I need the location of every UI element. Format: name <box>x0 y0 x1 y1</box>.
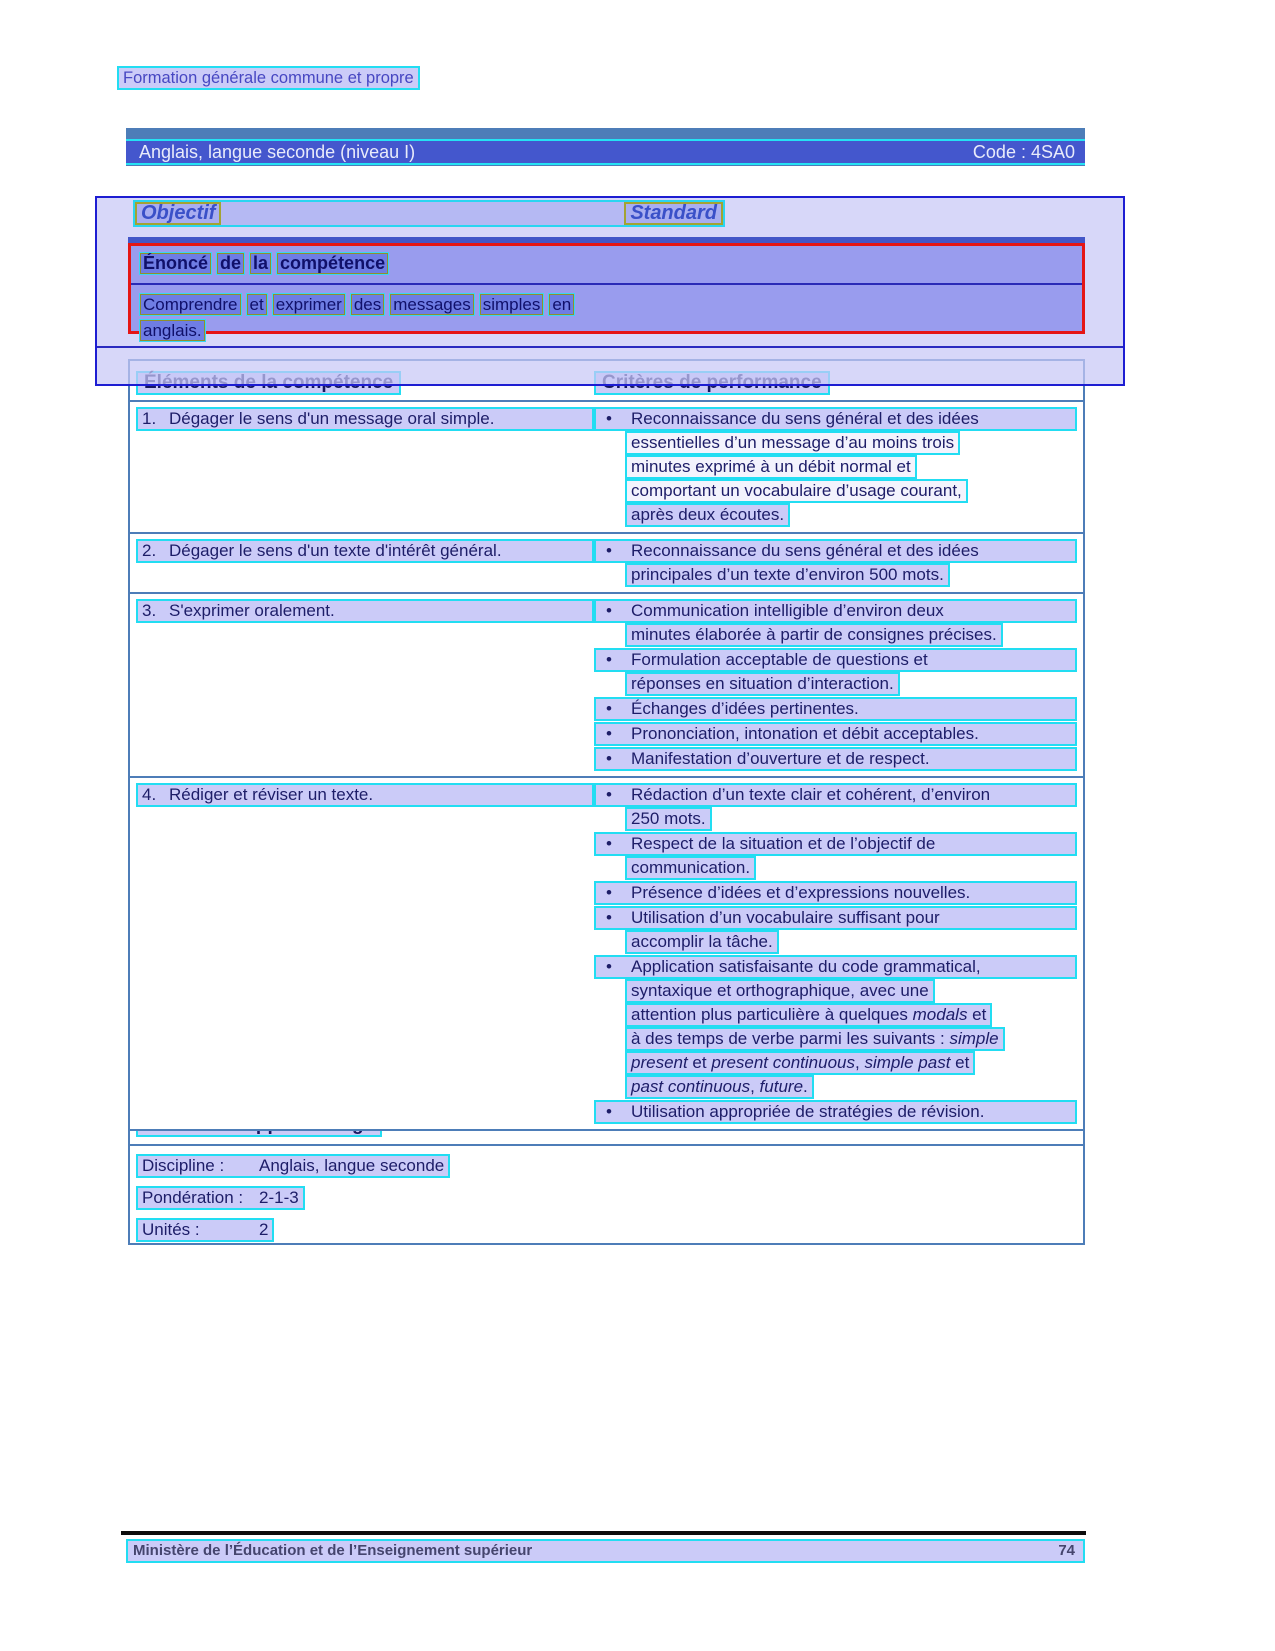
bullet-icon <box>600 725 631 743</box>
criteria-item: • Présence d’idées et d’expressions nouvelles. <box>594 881 1077 905</box>
bullet-icon <box>600 835 631 853</box>
criteria-item: • Reconnaissance du sens général et des idées essentielles d’un message d’au moins trois minutes exprimé à un débit normal et comportant un vocabulaire d’usage courant, après deux écoutes. <box>594 407 1077 527</box>
element-label: 2. Dégager le sens d'un texte d'intérêt général. <box>136 539 594 563</box>
element-label: 3. S'exprimer oralement. <box>136 599 594 623</box>
bullet-icon <box>600 651 631 669</box>
enonce-title: Énoncé de la compétence <box>140 253 394 274</box>
criteria-item: • Respect de la situation et de l’objectif de communication. <box>594 832 1077 880</box>
element-label: 4. Rédiger et réviser un texte. <box>136 783 594 807</box>
criteria-item: • Rédaction d’un texte clair et cohérent, d’environ 250 mots. <box>594 783 1077 831</box>
footer <box>126 1539 1085 1563</box>
course-title-highlight <box>126 139 1085 165</box>
objectif-heading: Objectif <box>135 202 221 225</box>
footer-rule <box>121 1531 1086 1535</box>
table-row <box>130 594 1083 778</box>
criteria-item: • Communication intelligible d’environ deux minutes élaborée à partir de consignes précises. <box>594 599 1077 647</box>
objectif-standard-strip <box>133 200 725 227</box>
criteria-item: • Utilisation d’un vocabulaire suffisant pour accomplir la tâche. <box>594 906 1077 954</box>
course-code: Code : 4SA0 <box>972 141 1075 162</box>
enonce-divider <box>131 283 1082 285</box>
criteria-item: • Échanges d’idées pertinentes. <box>594 697 1077 721</box>
enonce-text-line1: Comprendre et exprimer des messages simples en <box>140 294 580 315</box>
bullet-icon <box>600 542 631 560</box>
bullet-icon <box>600 1103 631 1121</box>
bullet-icon <box>600 750 631 768</box>
ponderation-row: Pondération : 2-1-3 <box>136 1186 305 1210</box>
criteria-item: • Manifestation d’ouverture et de respect. <box>594 747 1077 771</box>
enonce-text-line2: anglais. <box>140 320 211 341</box>
overlay-divider <box>97 346 1123 348</box>
page-number: 74 <box>1058 1542 1075 1559</box>
bullet-icon <box>600 602 631 620</box>
criteria-item: • Utilisation appropriée de stratégies de révision. <box>594 1100 1077 1124</box>
breadcrumb: Formation générale commune et propre <box>117 66 420 90</box>
activities-divider <box>130 1144 1083 1146</box>
element-label: 1. Dégager le sens d'un message oral simple. <box>136 407 594 431</box>
bullet-icon <box>600 786 631 804</box>
criteria-item: • Reconnaissance du sens général et des idées principales d’un texte d’environ 500 mots. <box>594 539 1077 587</box>
bullet-icon <box>600 958 631 976</box>
standard-heading: Standard <box>624 202 723 225</box>
criteria-item: • Formulation acceptable de questions et réponses en situation d’interaction. <box>594 648 1077 696</box>
course-title-bar <box>126 128 1085 166</box>
discipline-row: Discipline : Anglais, langue seconde <box>136 1154 450 1178</box>
footer-ministry: Ministère de l’Éducation et de l’Enseignement supérieur <box>133 1542 533 1559</box>
bullet-icon <box>600 700 631 718</box>
bullet-icon <box>600 909 631 927</box>
table-row <box>130 778 1083 1129</box>
course-title: Anglais, langue seconde (niveau I) <box>139 141 416 162</box>
table-row <box>130 534 1083 594</box>
table-row <box>130 402 1083 534</box>
enonce-box <box>128 243 1085 340</box>
criteria-item: • Prononciation, intonation et débit acceptables. <box>594 722 1077 746</box>
criteria-item: • Application satisfaisante du code grammatical, syntaxique et orthographique, avec une attention plus particulière à quelques modals et à des temps de verbe parmi les suivants : simple present et present continuous, simple past et past continuous, future. <box>594 955 1077 1099</box>
bullet-icon <box>600 410 631 428</box>
unites-row: Unités : 2 <box>136 1218 274 1242</box>
bullet-icon <box>600 884 631 902</box>
competence-table <box>128 359 1085 1131</box>
